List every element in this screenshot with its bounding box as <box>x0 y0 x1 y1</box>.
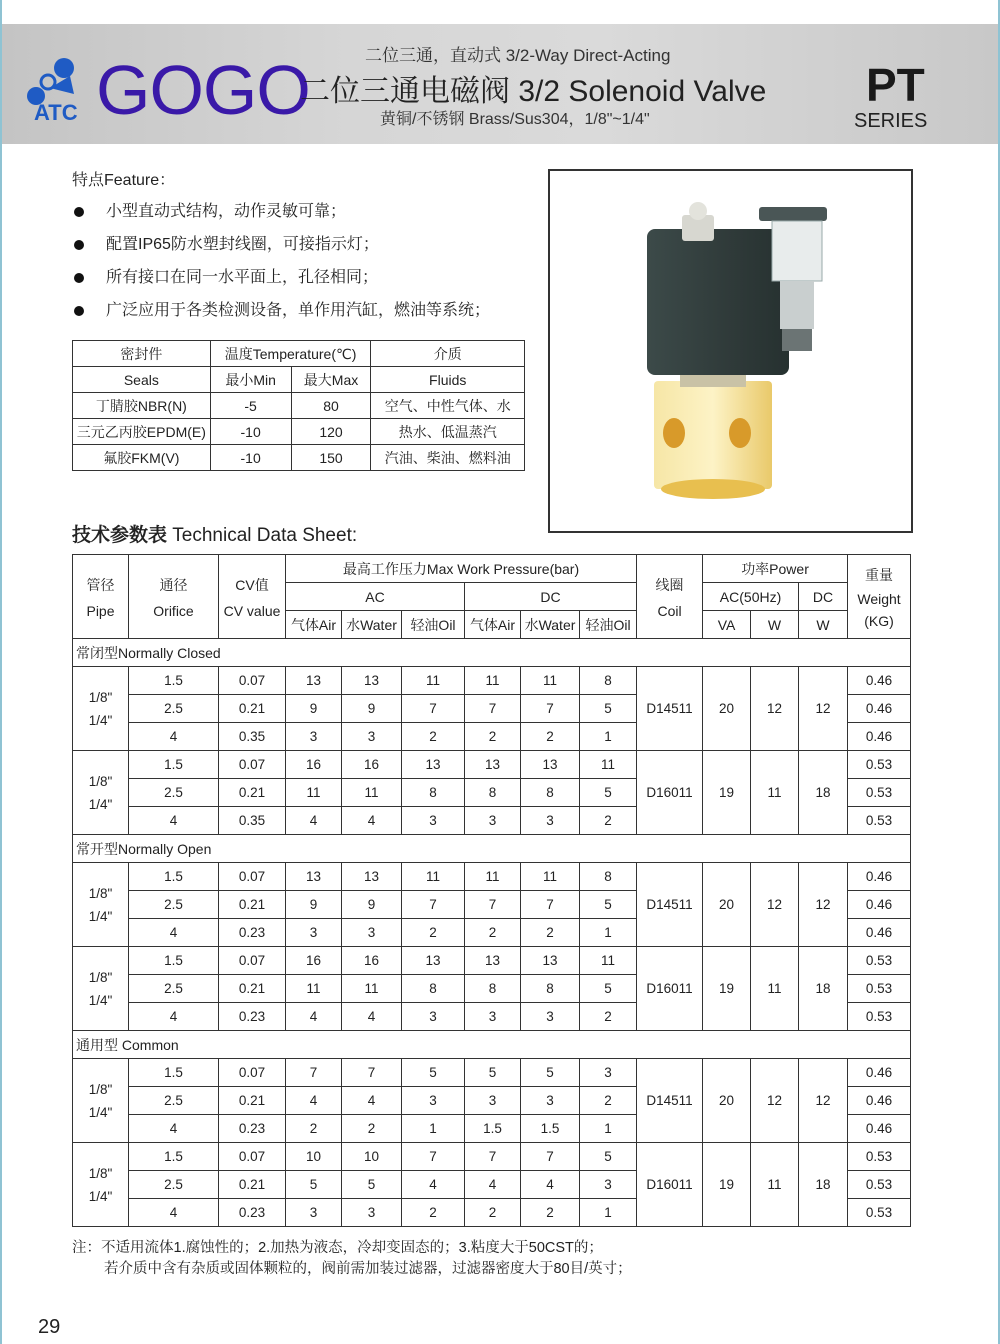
series-code: PT <box>866 59 925 111</box>
dc-water-cell: 11 <box>521 863 580 891</box>
dc-air-cell: 11 <box>465 863 521 891</box>
ac-water-cell: 11 <box>342 975 402 1003</box>
cv-cell: 0.35 <box>219 807 286 835</box>
orifice-cell: 4 <box>129 1003 219 1031</box>
w-cell: 12 <box>751 1059 799 1143</box>
dc-water-cell: 4 <box>521 1171 580 1199</box>
weight-cell: 0.46 <box>848 667 911 695</box>
cv-cell: 0.07 <box>219 863 286 891</box>
dc-air-cell: 3 <box>465 807 521 835</box>
dc-w-cell: 18 <box>799 947 848 1031</box>
ac-oil-cell: 3 <box>402 1003 465 1031</box>
ac-air-cell: 2 <box>286 1115 342 1143</box>
weight-cell: 0.46 <box>848 919 911 947</box>
ac-air-cell: 3 <box>286 919 342 947</box>
dc-oil-cell: 5 <box>580 1143 637 1171</box>
ac-oil-cell: 4 <box>402 1171 465 1199</box>
ac-oil-cell: 3 <box>402 1087 465 1115</box>
pipe-cell: 1/8" 1/4" <box>73 751 129 835</box>
table-row <box>73 751 911 779</box>
notes <box>72 1238 632 1280</box>
dc-water-cell: 2 <box>521 723 580 751</box>
technical-data-table <box>72 554 911 1227</box>
ac-water-cell: 5 <box>342 1171 402 1199</box>
page-number: 29 <box>38 1316 61 1338</box>
pipe-cell: 1/8" 1/4" <box>73 1059 129 1143</box>
ac-air-cell: 13 <box>286 667 342 695</box>
w-cell: 12 <box>751 863 799 947</box>
max-header: 最大Max <box>291 367 371 393</box>
dc-header: DC <box>465 583 637 611</box>
dc-w-cell: 18 <box>799 1143 848 1227</box>
dc-oil-cell: 11 <box>580 751 637 779</box>
cv-cell: 0.21 <box>219 1087 286 1115</box>
ac-oil-cell: 2 <box>402 919 465 947</box>
dc-oil-cell: 2 <box>580 1003 637 1031</box>
ac-oil-cell: 5 <box>402 1059 465 1087</box>
section-row <box>73 1031 911 1059</box>
ac-oil-cell: 11 <box>402 863 465 891</box>
series-label: SERIES <box>854 110 928 132</box>
weight-cell: 0.53 <box>848 947 911 975</box>
coil-cell: D16011 <box>637 947 703 1031</box>
section-label: 常开型Normally Open <box>73 835 911 863</box>
datasheet-title: 技术参数表 Technical Data Sheet: <box>72 525 358 546</box>
cv-cell: 0.23 <box>219 1199 286 1227</box>
dc-oil-cell: 2 <box>580 807 637 835</box>
ac50-header: AC(50Hz) <box>703 583 799 611</box>
weight-header: 重量 Weight (KG) <box>848 555 911 639</box>
max-cell: 80 <box>291 393 371 419</box>
orifice-cell: 4 <box>129 723 219 751</box>
fluids-cell: 热水、低温蒸汽 <box>371 419 525 445</box>
weight-cell: 0.53 <box>848 1003 911 1031</box>
orifice-cell: 2.5 <box>129 1171 219 1199</box>
feature-item: 广泛应用于各类检测设备，单作用汽缸，燃油等系统； <box>72 296 490 329</box>
orifice-cell: 1.5 <box>129 1059 219 1087</box>
dc-water-cell: 7 <box>521 1143 580 1171</box>
feature-item: 所有接口在同一水平面上，孔径相同； <box>72 263 490 296</box>
dc-water-cell: 7 <box>521 695 580 723</box>
dc-oil-cell: 5 <box>580 695 637 723</box>
dc-water-cell: 8 <box>521 779 580 807</box>
coil-cell: D14511 <box>637 863 703 947</box>
dc-oil-cell: 1 <box>580 723 637 751</box>
ac-oil-cell: 7 <box>402 1143 465 1171</box>
pipe-cell: 1/8" 1/4" <box>73 667 129 751</box>
table-row <box>73 1143 911 1171</box>
orifice-header: 通径 Orifice <box>129 555 219 639</box>
ac-air-cell: 11 <box>286 975 342 1003</box>
seals-table <box>72 340 525 471</box>
w-cell: 11 <box>751 751 799 835</box>
dc-water-cell: 8 <box>521 975 580 1003</box>
ac-oil-cell: 8 <box>402 779 465 807</box>
section-row <box>73 835 911 863</box>
dc-air-cell: 5 <box>465 1059 521 1087</box>
dc-oil-cell: 5 <box>580 779 637 807</box>
features-list <box>72 197 490 329</box>
cv-cell: 0.21 <box>219 891 286 919</box>
cv-cell: 0.23 <box>219 1003 286 1031</box>
dc-water-cell: 13 <box>521 751 580 779</box>
coil-header: 线圈 Coil <box>637 555 703 639</box>
ac-water-cell: 16 <box>342 947 402 975</box>
cv-cell: 0.21 <box>219 975 286 1003</box>
dc-air-cell: 4 <box>465 1171 521 1199</box>
orifice-cell: 1.5 <box>129 947 219 975</box>
fluids-cell: 汽油、柴油、燃料油 <box>371 445 525 471</box>
ac-air-cell: 16 <box>286 751 342 779</box>
seal-cell: 丁腈胶NBR(N) <box>73 393 211 419</box>
dc-oil-cell: 1 <box>580 1199 637 1227</box>
seals-row <box>73 419 525 445</box>
features-title: 特点Feature： <box>72 172 176 189</box>
weight-cell: 0.53 <box>848 779 911 807</box>
orifice-cell: 2.5 <box>129 1087 219 1115</box>
orifice-cell: 4 <box>129 807 219 835</box>
dc-water-cell: 1.5 <box>521 1115 580 1143</box>
dc-power-header: DC <box>799 583 848 611</box>
fluids-header-cn: 介质 <box>371 341 525 367</box>
dc-oil-header: 轻油Oil <box>580 611 637 639</box>
atc-logo-icon <box>20 54 100 124</box>
va-cell: 20 <box>703 667 751 751</box>
dc-air-cell: 7 <box>465 1143 521 1171</box>
ac-water-cell: 4 <box>342 807 402 835</box>
orifice-cell: 4 <box>129 1199 219 1227</box>
feature-item: 小型直动式结构，动作灵敏可靠； <box>72 197 490 230</box>
seals-row <box>73 393 525 419</box>
ac-oil-header: 轻油Oil <box>402 611 465 639</box>
bullet-icon <box>74 306 84 316</box>
dc-water-header: 水Water <box>521 611 580 639</box>
dc-w-cell: 18 <box>799 751 848 835</box>
orifice-cell: 2.5 <box>129 779 219 807</box>
ac-air-header: 气体Air <box>286 611 342 639</box>
ac-water-cell: 10 <box>342 1143 402 1171</box>
weight-cell: 0.46 <box>848 1087 911 1115</box>
dc-water-cell: 7 <box>521 891 580 919</box>
dc-water-cell: 5 <box>521 1059 580 1087</box>
va-cell: 20 <box>703 1059 751 1143</box>
va-cell: 19 <box>703 1143 751 1227</box>
ac-water-cell: 3 <box>342 1199 402 1227</box>
va-cell: 19 <box>703 751 751 835</box>
weight-cell: 0.53 <box>848 807 911 835</box>
svg-text:ATC: ATC <box>34 100 78 124</box>
dc-air-cell: 13 <box>465 751 521 779</box>
ac-air-cell: 10 <box>286 1143 342 1171</box>
ac-air-cell: 9 <box>286 695 342 723</box>
min-cell: -10 <box>210 445 291 471</box>
cv-cell: 0.07 <box>219 1059 286 1087</box>
dc-air-cell: 8 <box>465 975 521 1003</box>
cv-cell: 0.21 <box>219 1171 286 1199</box>
pressure-header: 最高工作压力Max Work Pressure(bar) <box>286 555 637 583</box>
w-cell: 11 <box>751 947 799 1031</box>
ac-water-cell: 13 <box>342 863 402 891</box>
dc-air-cell: 2 <box>465 723 521 751</box>
brand-name: GOGO <box>96 51 310 129</box>
dc-air-cell: 7 <box>465 891 521 919</box>
ac-water-cell: 9 <box>342 891 402 919</box>
dc-water-cell: 2 <box>521 919 580 947</box>
dc-w-cell: 12 <box>799 1059 848 1143</box>
dc-w-cell: 12 <box>799 863 848 947</box>
orifice-cell: 1.5 <box>129 751 219 779</box>
ac-air-cell: 16 <box>286 947 342 975</box>
weight-cell: 0.46 <box>848 1059 911 1087</box>
coil-cell: D16011 <box>637 751 703 835</box>
ac-air-cell: 4 <box>286 807 342 835</box>
weight-cell: 0.53 <box>848 1143 911 1171</box>
coil-cell: D14511 <box>637 667 703 751</box>
ac-water-cell: 4 <box>342 1003 402 1031</box>
section-label: 通用型 Common <box>73 1031 911 1059</box>
dc-oil-cell: 8 <box>580 667 637 695</box>
ac-water-cell: 7 <box>342 1059 402 1087</box>
ac-oil-cell: 11 <box>402 667 465 695</box>
feature-item: 配置IP65防水塑封线圈，可接指示灯； <box>72 230 490 263</box>
product-photo <box>548 169 913 533</box>
ac-water-cell: 4 <box>342 1087 402 1115</box>
ac-water-cell: 16 <box>342 751 402 779</box>
header-subtitle-bottom: 黄铜/不锈钢 Brass/Sus304，1/8"~1/4" <box>380 111 650 128</box>
cv-cell: 0.07 <box>219 947 286 975</box>
dc-air-cell: 13 <box>465 947 521 975</box>
cv-cell: 0.21 <box>219 779 286 807</box>
dc-air-header: 气体Air <box>465 611 521 639</box>
dc-water-cell: 2 <box>521 1199 580 1227</box>
dc-water-cell: 3 <box>521 807 580 835</box>
solenoid-valve-image <box>550 171 911 531</box>
seals-header-cn: 密封件 <box>73 341 211 367</box>
dc-air-cell: 3 <box>465 1087 521 1115</box>
min-cell: -5 <box>210 393 291 419</box>
va-cell: 19 <box>703 947 751 1031</box>
dc-w-cell: 12 <box>799 667 848 751</box>
seals-header-en: Seals <box>73 367 211 393</box>
ac-oil-cell: 7 <box>402 891 465 919</box>
note-line-1: 注：不适用流体1.腐蚀性的；2.加热为液态，冷却变固态的；3.粘度大于50CST的； <box>72 1240 603 1256</box>
dc-oil-cell: 3 <box>580 1171 637 1199</box>
pipe-cell: 1/8" 1/4" <box>73 1143 129 1227</box>
seal-cell: 三元乙丙胶EPDM(E) <box>73 419 211 445</box>
dc-oil-cell: 11 <box>580 947 637 975</box>
ac-oil-cell: 1 <box>402 1115 465 1143</box>
table-row <box>73 1059 911 1087</box>
weight-cell: 0.53 <box>848 751 911 779</box>
ac-oil-cell: 13 <box>402 751 465 779</box>
bullet-icon <box>74 273 84 283</box>
cv-cell: 0.23 <box>219 919 286 947</box>
dc-water-cell: 3 <box>521 1003 580 1031</box>
table-row <box>73 667 911 695</box>
ac-water-cell: 3 <box>342 723 402 751</box>
cv-cell: 0.21 <box>219 695 286 723</box>
cv-cell: 0.07 <box>219 1143 286 1171</box>
section-row <box>73 639 911 667</box>
seals-row <box>73 445 525 471</box>
min-header: 最小Min <box>210 367 291 393</box>
fluids-header-en: Fluids <box>371 367 525 393</box>
pipe-cell: 1/8" 1/4" <box>73 947 129 1031</box>
dc-oil-cell: 8 <box>580 863 637 891</box>
cv-cell: 0.23 <box>219 1115 286 1143</box>
ac-air-cell: 9 <box>286 891 342 919</box>
page-edge-left <box>0 0 2 1344</box>
ac-air-cell: 7 <box>286 1059 342 1087</box>
ac-oil-cell: 3 <box>402 807 465 835</box>
table-row <box>73 863 911 891</box>
max-cell: 150 <box>291 445 371 471</box>
orifice-cell: 2.5 <box>129 891 219 919</box>
ac-air-cell: 4 <box>286 1087 342 1115</box>
dc-oil-cell: 5 <box>580 891 637 919</box>
max-cell: 120 <box>291 419 371 445</box>
cv-cell: 0.07 <box>219 667 286 695</box>
weight-cell: 0.46 <box>848 1115 911 1143</box>
ac-air-cell: 5 <box>286 1171 342 1199</box>
ac-oil-cell: 2 <box>402 1199 465 1227</box>
seal-cell: 氟胶FKM(V) <box>73 445 211 471</box>
section-label: 常闭型Normally Closed <box>73 639 911 667</box>
ac-oil-cell: 7 <box>402 695 465 723</box>
weight-cell: 0.53 <box>848 975 911 1003</box>
orifice-cell: 1.5 <box>129 667 219 695</box>
orifice-cell: 1.5 <box>129 863 219 891</box>
pipe-header: 管径 Pipe <box>73 555 129 639</box>
w-cell: 11 <box>751 1143 799 1227</box>
min-cell: -10 <box>210 419 291 445</box>
pipe-cell: 1/8" 1/4" <box>73 863 129 947</box>
orifice-cell: 1.5 <box>129 1143 219 1171</box>
weight-cell: 0.46 <box>848 695 911 723</box>
va-header: VA <box>703 611 751 639</box>
w-cell: 12 <box>751 667 799 751</box>
ac-water-cell: 11 <box>342 779 402 807</box>
note-line-2: 若介质中含有杂质或固体颗粒的，阀前需加装过滤器，过滤器密度大于80目/英寸； <box>104 1261 632 1277</box>
ac-water-cell: 9 <box>342 695 402 723</box>
weight-cell: 0.46 <box>848 723 911 751</box>
header-subtitle-top: 二位三通，直动式 3/2-Way Direct-Acting <box>365 46 671 65</box>
orifice-cell: 2.5 <box>129 695 219 723</box>
coil-cell: D16011 <box>637 1143 703 1227</box>
power-header: 功率Power <box>703 555 848 583</box>
coil-cell: D14511 <box>637 1059 703 1143</box>
cv-cell: 0.07 <box>219 751 286 779</box>
ac-air-cell: 3 <box>286 1199 342 1227</box>
dc-air-cell: 8 <box>465 779 521 807</box>
dc-oil-cell: 1 <box>580 1115 637 1143</box>
cv-header: CV值 CV value <box>219 555 286 639</box>
dc-water-cell: 13 <box>521 947 580 975</box>
dc-air-cell: 11 <box>465 667 521 695</box>
ac-air-cell: 11 <box>286 779 342 807</box>
dc-air-cell: 7 <box>465 695 521 723</box>
dc-air-cell: 2 <box>465 919 521 947</box>
dc-water-cell: 11 <box>521 667 580 695</box>
ac-oil-cell: 13 <box>402 947 465 975</box>
ac-water-cell: 2 <box>342 1115 402 1143</box>
ac-oil-cell: 8 <box>402 975 465 1003</box>
ac-air-cell: 13 <box>286 863 342 891</box>
dc-air-cell: 3 <box>465 1003 521 1031</box>
ac-water-cell: 13 <box>342 667 402 695</box>
ac-water-header: 水Water <box>342 611 402 639</box>
w-header: W <box>751 611 799 639</box>
orifice-cell: 4 <box>129 1115 219 1143</box>
orifice-cell: 2.5 <box>129 975 219 1003</box>
weight-cell: 0.53 <box>848 1171 911 1199</box>
page-title: 二位三通电磁阀 3/2 Solenoid Valve <box>300 75 767 108</box>
dc-oil-cell: 5 <box>580 975 637 1003</box>
ac-air-cell: 4 <box>286 1003 342 1031</box>
orifice-cell: 4 <box>129 919 219 947</box>
va-cell: 20 <box>703 863 751 947</box>
dc-w-header: W <box>799 611 848 639</box>
dc-water-cell: 3 <box>521 1087 580 1115</box>
ac-water-cell: 3 <box>342 919 402 947</box>
weight-cell: 0.46 <box>848 863 911 891</box>
weight-cell: 0.46 <box>848 891 911 919</box>
fluids-cell: 空气、中性气体、水 <box>371 393 525 419</box>
dc-air-cell: 1.5 <box>465 1115 521 1143</box>
dc-air-cell: 2 <box>465 1199 521 1227</box>
dc-oil-cell: 2 <box>580 1087 637 1115</box>
ac-air-cell: 3 <box>286 723 342 751</box>
temp-header: 温度Temperature(℃) <box>210 341 371 367</box>
ac-oil-cell: 2 <box>402 723 465 751</box>
weight-cell: 0.53 <box>848 1199 911 1227</box>
bullet-icon <box>74 207 84 217</box>
dc-oil-cell: 1 <box>580 919 637 947</box>
cv-cell: 0.35 <box>219 723 286 751</box>
dc-oil-cell: 3 <box>580 1059 637 1087</box>
ac-header: AC <box>286 583 465 611</box>
table-row <box>73 947 911 975</box>
bullet-icon <box>74 240 84 250</box>
